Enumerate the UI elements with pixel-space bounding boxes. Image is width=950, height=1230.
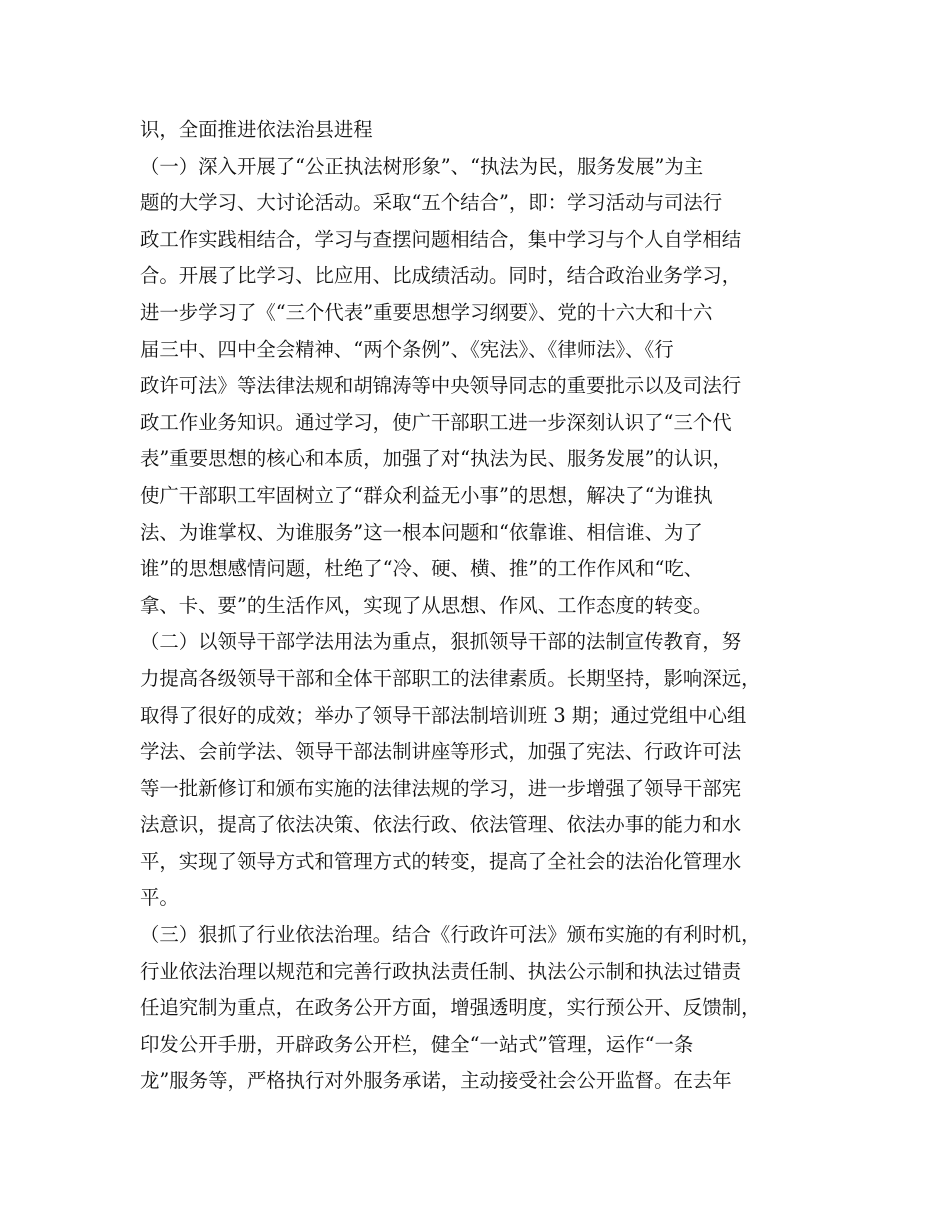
text-line: 力提高各级领导干部和全体干部职工的法律素质。长期坚持，影响深远，	[140, 666, 761, 690]
text-line: 题的大学习、大讨论活动。采取“五个结合”，即：学习活动与司法行	[140, 191, 723, 215]
text-line: 等一批新修订和颁布实施的法律法规的学习，进一步增强了领导干部宪	[140, 776, 742, 800]
text-line: 合。开展了比学习、比应用、比成绩活动。同时，结合政治业务学习，	[140, 264, 742, 288]
text-line: 印发公开手册，开辟政务公开栏，健全“一站式”管理，运作“一条	[140, 1032, 694, 1056]
text-line: （二）以领导干部学法用法为重点，狠抓领导干部的法制宣传教育，努	[140, 630, 742, 654]
text-line: 学法、会前学法、领导干部法制讲座等形式，加强了宪法、行政许可法	[140, 740, 742, 764]
document-body	[140, 112, 830, 1100]
text-line: 届三中、四中全会精神、“两个条例”、《宪法》、《律师法》、《行	[140, 337, 674, 361]
text-line: 龙”服务等，严格执行对外服务承诺，主动接受社会公开监督。在去年	[140, 1069, 732, 1093]
text-line: 进一步学习了《“三个代表”重要思想学习纲要》、党的十六大和十六	[140, 300, 713, 324]
text-line: 识，全面推进依法治县进程	[140, 118, 373, 141]
text-line: （一）深入开展了“公正执法树形象”、“执法为民，服务发展”为主	[140, 154, 704, 178]
text-line: 取得了很好的成效；举办了领导干部法制培训班 3 期；通过党组中心组	[140, 703, 747, 727]
text-line: 法、为谁掌权、为谁服务”这一根本问题和“依靠谁、相信谁、为了	[140, 520, 703, 544]
text-line: 政工作业务知识。通过学习，使广干部职工进一步深刻认识了“三个代	[140, 410, 732, 434]
text-line: 平。	[140, 886, 179, 910]
text-line: （三）狠抓了行业依法治理。结合《行政许可法》颁布实施的有利时机，	[140, 923, 761, 947]
text-line: 政许可法》等法律法规和胡锦涛等中央领导同志的重要批示以及司法行	[140, 374, 742, 398]
text-line: 使广干部职工牢固树立了“群众利益无小事”的思想，解决了“为谁执	[140, 483, 713, 507]
text-line: 法意识，提高了依法决策、依法行政、依法管理、依法办事的能力和水	[140, 813, 742, 837]
text-line: 平，实现了领导方式和管理方式的转变，提高了全社会的法治化管理水	[140, 849, 742, 873]
text-line: 表”重要思想的核心和本质，加强了对“执法为民、服务发展”的认识，	[140, 447, 733, 471]
text-line: 拿、卡、要”的生活作风，实现了从思想、作风、工作态度的转变。	[140, 593, 713, 617]
text-line: 任追究制为重点，在政务公开方面，增强透明度，实行预公开、反馈制，	[140, 996, 761, 1020]
text-line: 谁”的思想感情问题，杜绝了“冷、硬、横、推”的工作作风和“吃、	[140, 557, 704, 581]
text-line: 行业依法治理以规范和完善行政执法责任制、执法公示制和执法过错责	[140, 959, 742, 983]
text-line: 政工作实践相结合，学习与查摆问题相结合，集中学习与个人自学相结	[140, 227, 742, 251]
